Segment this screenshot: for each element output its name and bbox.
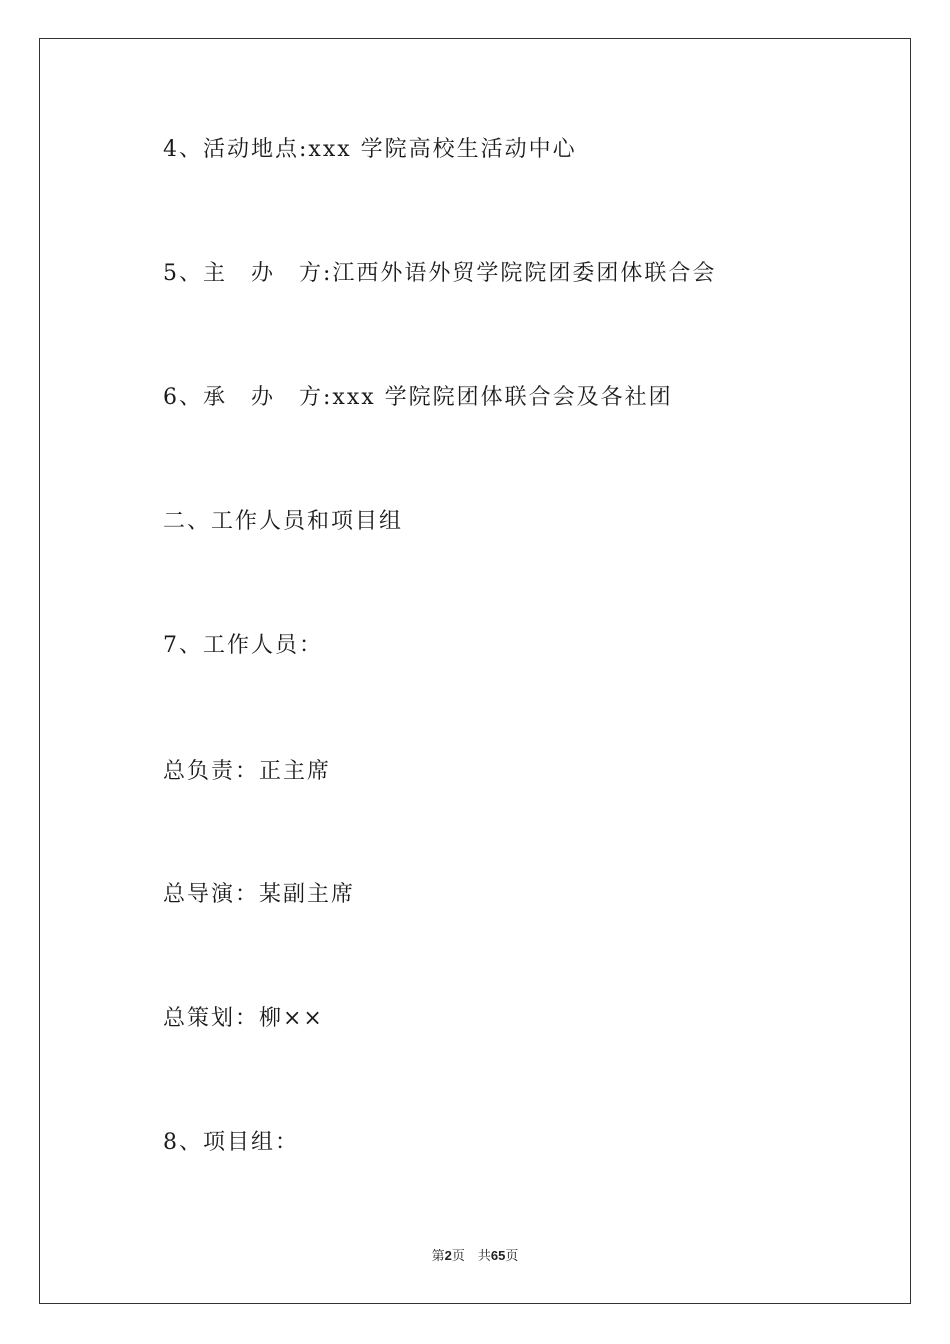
staff-heading-line: 7、工作人员：	[163, 633, 323, 658]
footer-prefix: 第	[431, 1249, 445, 1264]
chief-director-line: 总导演：某副主席	[163, 882, 356, 907]
project-group-line: 8、项目组：	[163, 1130, 299, 1155]
section-heading-staff: 二、工作人员和项目组	[163, 509, 404, 534]
organizer-line: 5、主 办 方:江西外语外贸学院院团委团体联合会	[163, 261, 717, 286]
footer-current-page: 2	[444, 1248, 452, 1263]
chief-responsible-line: 总负责：正主席	[163, 759, 332, 784]
co-organizer-line: 6、承 办 方:xxx 学院院团体联合会及各社团	[163, 385, 673, 410]
activity-location-line: 4、活动地点:xxx 学院高校生活动中心	[163, 137, 577, 162]
page-border	[39, 38, 911, 1304]
chief-planner-line: 总策划：柳××	[163, 1006, 324, 1031]
footer-total-pages: 65	[490, 1248, 506, 1263]
footer-suffix: 页	[505, 1249, 519, 1264]
page-footer	[0, 1245, 950, 1264]
footer-mid: 页 共	[451, 1249, 491, 1264]
